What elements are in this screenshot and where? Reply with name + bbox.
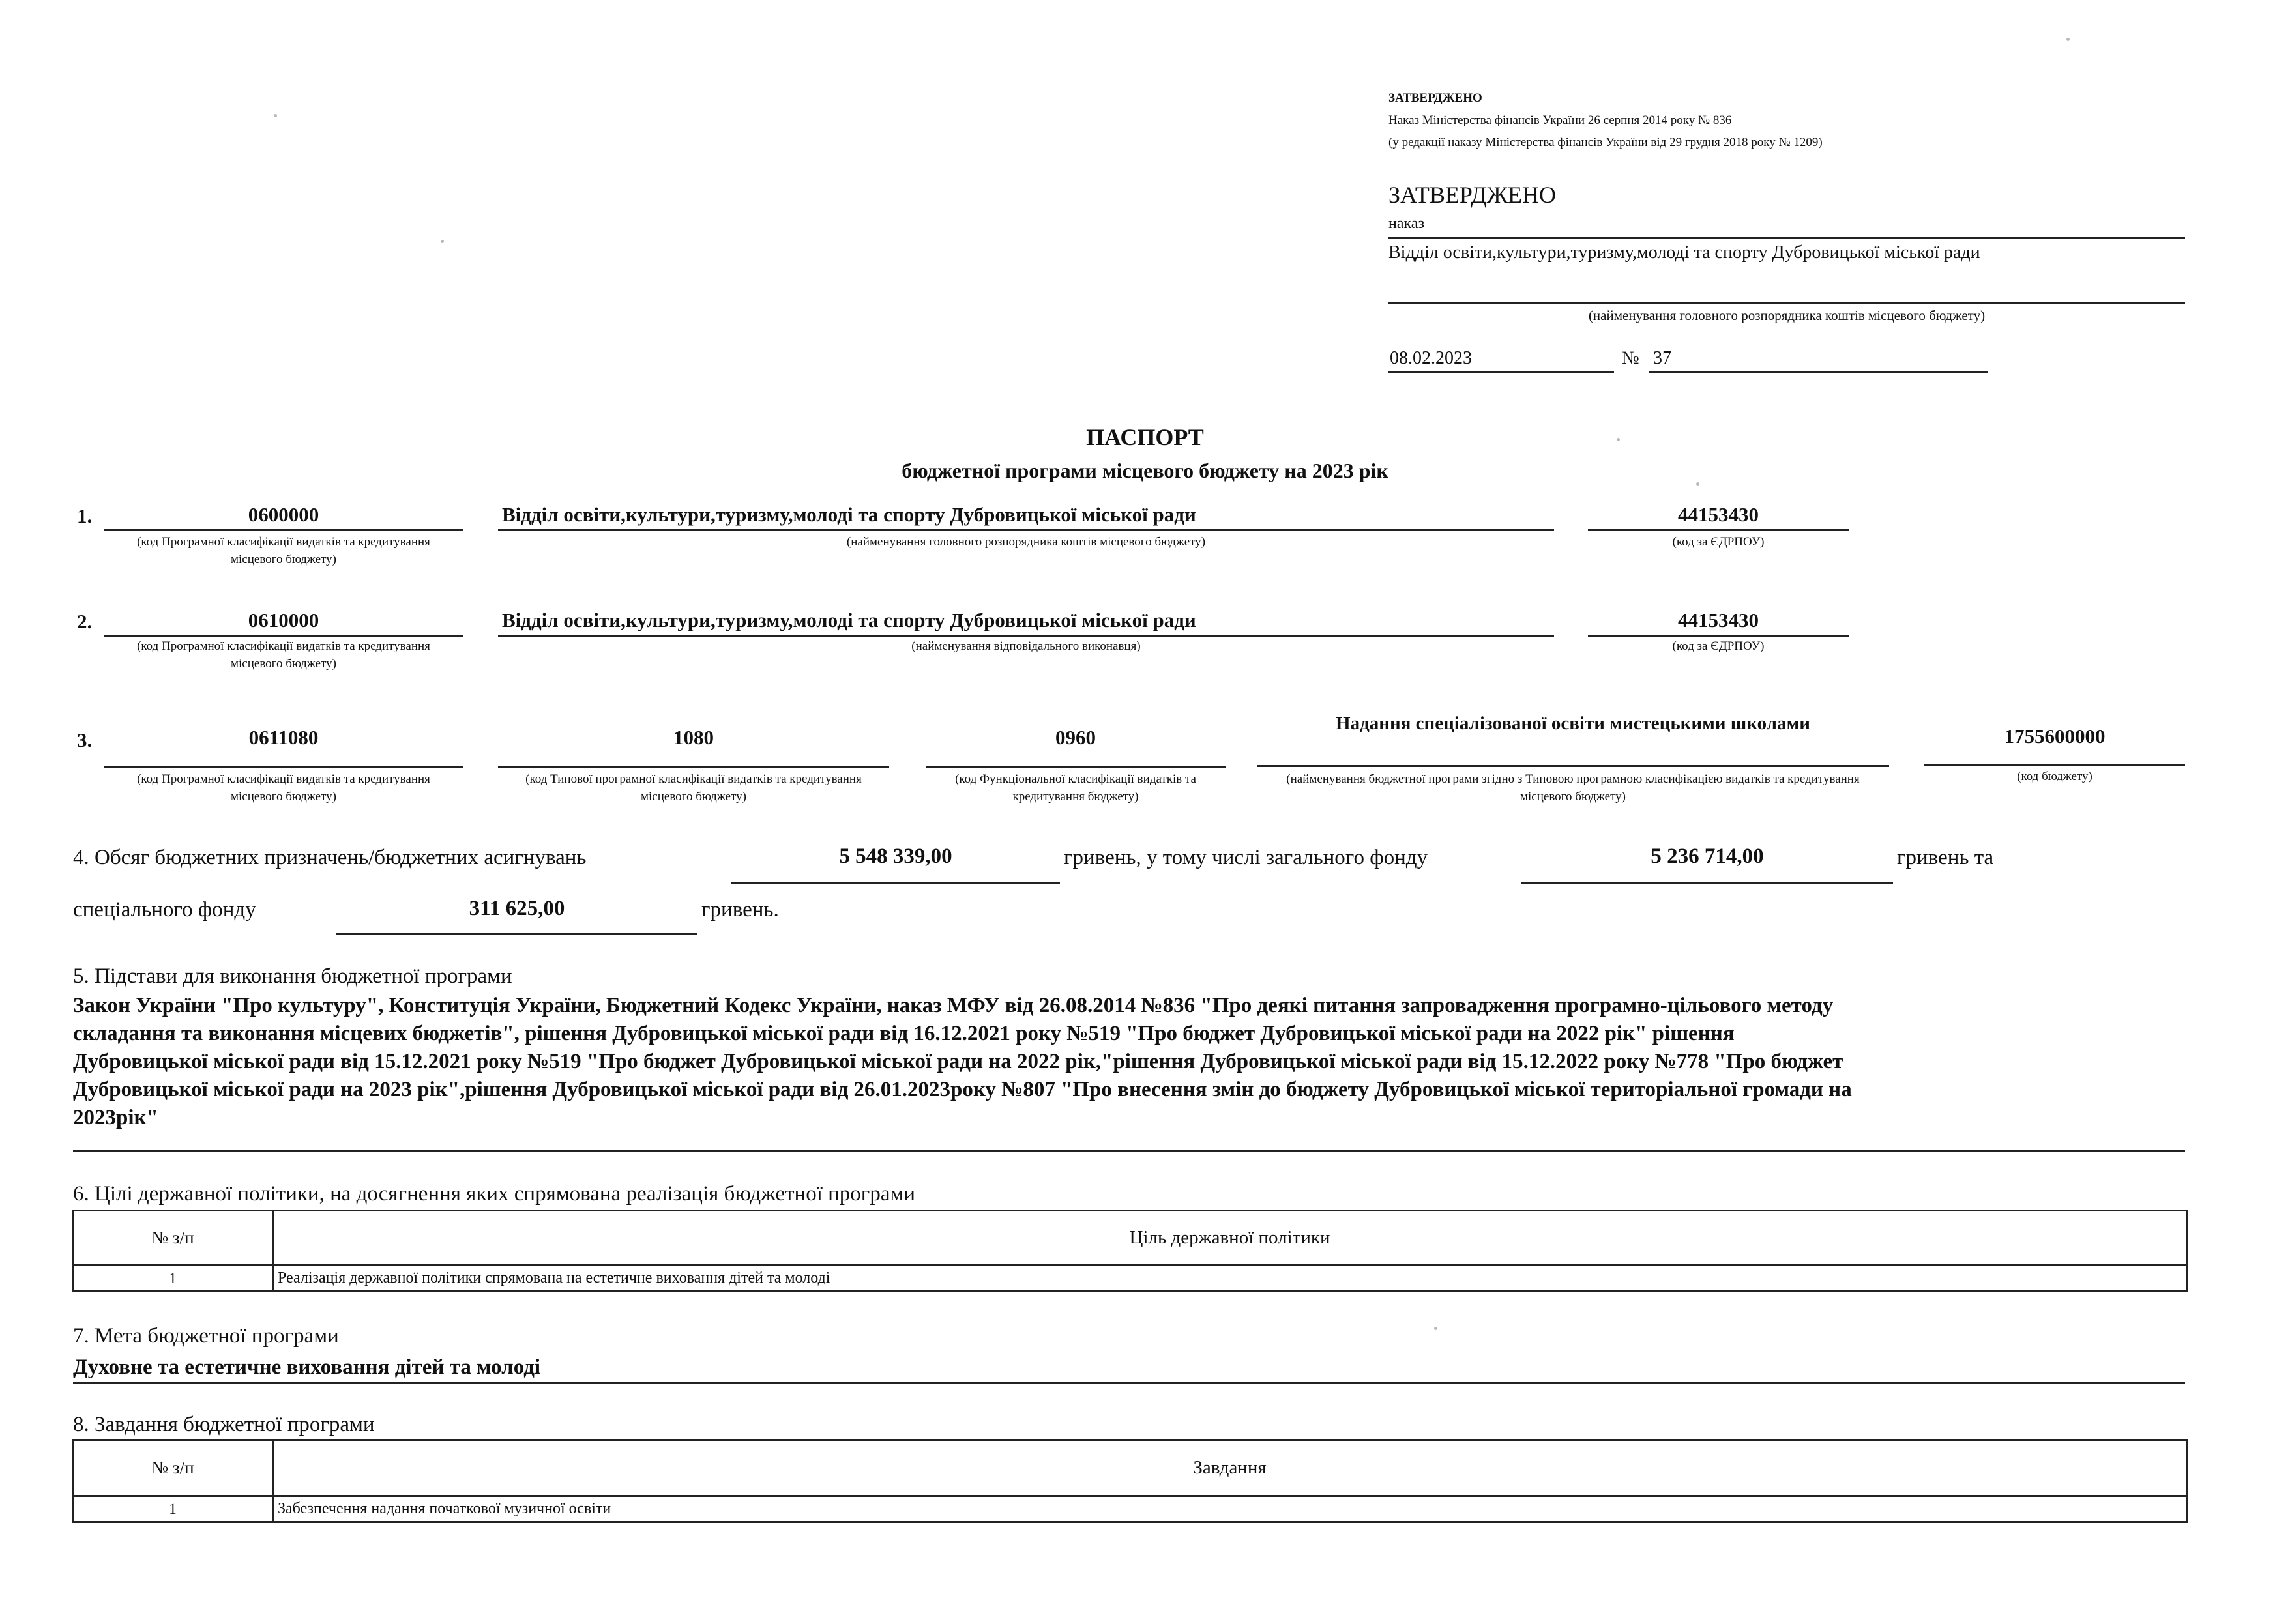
section4-special: 311 625,00 — [469, 897, 565, 920]
goals-col-goal: Ціль державної політики — [273, 1211, 2187, 1266]
row3-budget-caption: (код бюджету) — [2017, 770, 2092, 783]
approval-organization: Відділ освіти,культури,туризму,молоді та спорту Дубровицької міської ради — [1388, 242, 1980, 263]
tasks-row-num: 1 — [73, 1496, 273, 1522]
section6-heading: 6. Цілі державної політики, на досягнення яких спрямована реалізація бюджетної програми — [73, 1182, 916, 1206]
goals-row-text: Реалізація державної політики спрямована на естетичне виховання дітей та молоді — [273, 1266, 2187, 1292]
approval-small-title: ЗАТВЕРДЖЕНО — [1388, 91, 1482, 105]
section4-special-label: спеціального фонду — [73, 898, 256, 921]
row3-number: 3. — [77, 729, 93, 751]
row1-number: 1. — [77, 504, 93, 527]
table-header-row — [73, 1440, 2187, 1496]
section5-heading: 5. Підстави для виконання бюджетної програми — [73, 964, 512, 988]
passport-subtitle: бюджетної програми місцевого бюджету на 2023 рік — [902, 459, 1388, 482]
row2-code-caption: (код Програмної класифікації видатків та кредитування місцевого бюджету) — [137, 639, 430, 671]
approval-organization-caption: (найменування головного розпорядника коштів місцевого бюджету) — [1588, 308, 1986, 323]
section7-text: Духовне та естетичне виховання дітей та молоді — [73, 1356, 541, 1379]
row2-edrpou: 44153430 — [1678, 609, 1759, 631]
section4-middle: гривень, у тому числі загального фонду — [1064, 846, 1428, 869]
row3-code: 0611080 — [248, 726, 319, 749]
table-header-row — [73, 1211, 2187, 1266]
section5-text — [73, 992, 1852, 1132]
section4-tail: гривень та — [1897, 846, 1994, 869]
approval-number-label: № — [1622, 348, 1639, 368]
section8-heading: 8. Завдання бюджетної програми — [73, 1413, 375, 1436]
row2-name: Відділ освіти,культури,туризму,молоді та спорту Дубровицької міської ради — [502, 609, 1196, 631]
row2-code: 0610000 — [248, 609, 319, 631]
section5-line: Дубровицької міської ради від 15.12.2021 року №519 "Про бюджет Дубровицької міської ради на 2022 рік,"рішення Дубровицької міської ради від 15.12.2022 року №778 "Про бюджет — [73, 1050, 1843, 1073]
section5-line: 2023рік" — [73, 1106, 158, 1129]
row3-typical-code: 1080 — [673, 726, 714, 749]
tasks-table — [72, 1439, 2188, 1523]
table-row — [73, 1266, 2187, 1292]
row2-edrpou-caption: (код за ЄДРПОУ) — [1672, 639, 1765, 653]
row2-number: 2. — [77, 610, 93, 633]
passport-title: ПАСПОРТ — [1086, 424, 1204, 450]
section5-line: Закон України "Про культуру", Конституція України, Бюджетний Кодекс України, наказ МФУ від 26.08.2014 №836 "Про деякі питання запровадження програмно-цільового методу — [73, 994, 1834, 1017]
section5-line: Дубровицької міської ради на 2023 рік",рішення Дубровицької міської ради від 26.01.2023року №807 "Про внесення змін до бюджету Дубровицької міської територіальної громади на — [73, 1078, 1852, 1101]
row1-code-caption: (код Програмної класифікації видатків та кредитування місцевого бюджету) — [137, 535, 430, 566]
approval-small-line1: Наказ Міністерства фінансів України 26 серпня 2014 року № 836 — [1388, 113, 1732, 127]
row2-name-caption: (найменування відповідального виконавця) — [911, 639, 1141, 653]
tasks-col-num: № з/п — [73, 1440, 273, 1496]
section5-line: складання та виконання місцевих бюджетів", рішення Дубровицької міської ради від 16.12.2021 року №519 "Про бюджет Дубровицької міської ради на 2022 рік" рішення — [73, 1022, 1735, 1045]
row1-edrpou-caption: (код за ЄДРПОУ) — [1672, 535, 1765, 549]
goals-col-num: № з/п — [73, 1211, 273, 1266]
approval-title: ЗАТВЕРДЖЕНО — [1388, 182, 1556, 208]
row3-code-caption: (код Програмної класифікації видатків та кредитування місцевого бюджету) — [137, 772, 430, 804]
row1-name: Відділ освіти,культури,туризму,молоді та спорту Дубровицької міської ради — [502, 503, 1196, 526]
row3-typical-caption: (код Типової програмної класифікації видатків та кредитування місцевого бюджету) — [525, 772, 862, 804]
goals-row-num: 1 — [73, 1266, 273, 1292]
table-row — [73, 1496, 2187, 1522]
section4-special-tail: гривень. — [701, 898, 779, 921]
row1-name-caption: (найменування головного розпорядника коштів місцевого бюджету) — [846, 535, 1206, 549]
section7-heading: 7. Мета бюджетної програми — [73, 1324, 339, 1348]
section4-total: 5 548 339,00 — [839, 845, 952, 868]
row1-edrpou: 44153430 — [1678, 503, 1759, 526]
tasks-col-task: Завдання — [273, 1440, 2187, 1496]
approval-date: 08.02.2023 — [1390, 348, 1472, 368]
row3-functional-code: 0960 — [1055, 726, 1096, 749]
section4-general: 5 236 714,00 — [1651, 845, 1764, 868]
row3-program-name: Надання спеціалізованої освіти мистецькими школами — [1336, 713, 1810, 734]
goals-table — [72, 1210, 2188, 1292]
row3-functional-caption: (код Функціональної класифікації видатків та кредитування бюджету) — [955, 772, 1196, 804]
approval-order-word: наказ — [1388, 215, 1424, 232]
row3-budget-code: 1755600000 — [2004, 725, 2106, 747]
row3-program-caption: (найменування бюджетної програми згідно з Типовою програмною класифікацією видатків та кредитування місцевого бюджету) — [1286, 772, 1860, 804]
approval-small-line2: (у редакції наказу Міністерства фінансів України від 29 грудня 2018 року № 1209) — [1388, 136, 1823, 149]
section4-label: 4. Обсяг бюджетних призначень/бюджетних асигнувань — [73, 846, 587, 869]
approval-number: 37 — [1653, 348, 1671, 368]
row1-code: 0600000 — [248, 503, 319, 526]
tasks-row-text: Забезпечення надання початкової музичної освіти — [273, 1496, 2187, 1522]
